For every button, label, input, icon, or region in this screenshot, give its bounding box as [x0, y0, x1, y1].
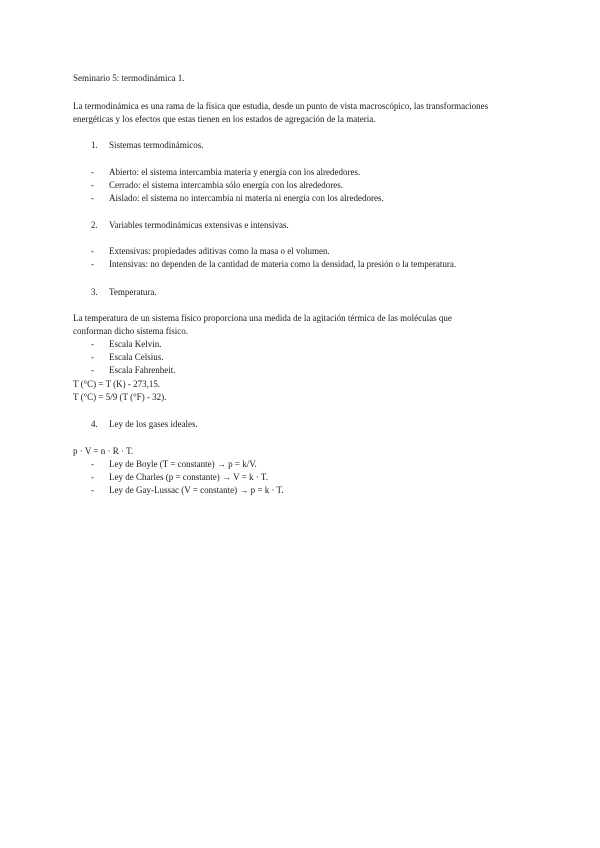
list-item: - Intensivas: no dependen de la cantidad de materia como la densidad, la presión o la temperatura.: [91, 259, 457, 269]
bullet-dash: -: [91, 167, 94, 177]
bullet-dash: -: [91, 472, 94, 482]
temperature-formulas: [73, 378, 513, 404]
document-title: Seminario 5: termodinámica 1.: [73, 73, 185, 83]
ideal-gas-equation: p · V = n · R · T.: [73, 446, 134, 456]
list-item: - Escala Fahrenheit.: [91, 365, 176, 375]
bullet-dash: -: [91, 193, 94, 203]
list-item: - Abierto: el sistema intercambia materia y energía con los alrededores.: [91, 167, 361, 177]
list-item: - Ley de Gay-Lussac (V = constante) → p = k · T.: [91, 485, 284, 495]
bullet-dash: -: [91, 259, 94, 269]
section-number: 4.: [91, 419, 98, 429]
section-number: 2.: [91, 220, 98, 230]
section-number: 3.: [91, 287, 98, 297]
gas-laws-list: [91, 458, 521, 497]
intro-paragraph: La termodinámica es una rama de la física que estudia, desde un punto de vista macroscópico, las transformaciones energéticas y los efectos que estas tienen en los estados de agregación de la materia.: [73, 101, 489, 124]
bullet-dash: -: [91, 352, 94, 362]
list-item: - Ley de Charles (p = constante) → V = k · T.: [91, 472, 268, 482]
list-item: - Escala Kelvin.: [91, 339, 162, 349]
bullet-dash: -: [91, 246, 94, 256]
list-item: - Extensivas: propiedades aditivas como la masa o el volumen.: [91, 246, 330, 256]
list-item: - Escala Celsius.: [91, 352, 164, 362]
formula-celsius-fahrenheit: T (°C) = 5/9 (T (°F) - 32).: [73, 392, 167, 402]
section-heading-systems: [91, 139, 204, 152]
section-heading-ideal-gas: [91, 418, 198, 431]
temperature-paragraph: La temperatura de un sistema físico proporciona una medida de la agitación térmica de las moléculas que conforman dicho sistema físico.: [73, 313, 452, 336]
bullet-dash: -: [91, 180, 94, 190]
section-number: 1.: [91, 140, 98, 150]
systems-list: [91, 166, 521, 205]
list-item: - Ley de Boyle (T = constante) → p = k/V.: [91, 459, 257, 469]
variables-list: [91, 245, 521, 271]
bullet-dash: -: [91, 365, 94, 375]
list-item: - Cerrado: el sistema intercambia sólo energía con los alrededores.: [91, 180, 343, 190]
scales-list: [91, 338, 521, 377]
list-item: - Aislado: el sistema no intercambia ni materia ni energía con los alrededores.: [91, 193, 384, 203]
section-title: Variables termodinámicas extensivas e intensivas.: [109, 220, 289, 230]
section-title: Temperatura.: [109, 287, 157, 297]
bullet-dash: -: [91, 485, 94, 495]
section-heading-variables: [91, 219, 289, 232]
bullet-dash: -: [91, 339, 94, 349]
section-title: Ley de los gases ideales.: [109, 419, 198, 429]
bullet-dash: -: [91, 459, 94, 469]
section-title: Sistemas termodinámicos.: [109, 140, 204, 150]
formula-celsius-kelvin: T (°C) = T (K) - 273,15.: [73, 379, 161, 389]
section-heading-temperature: [91, 286, 157, 299]
